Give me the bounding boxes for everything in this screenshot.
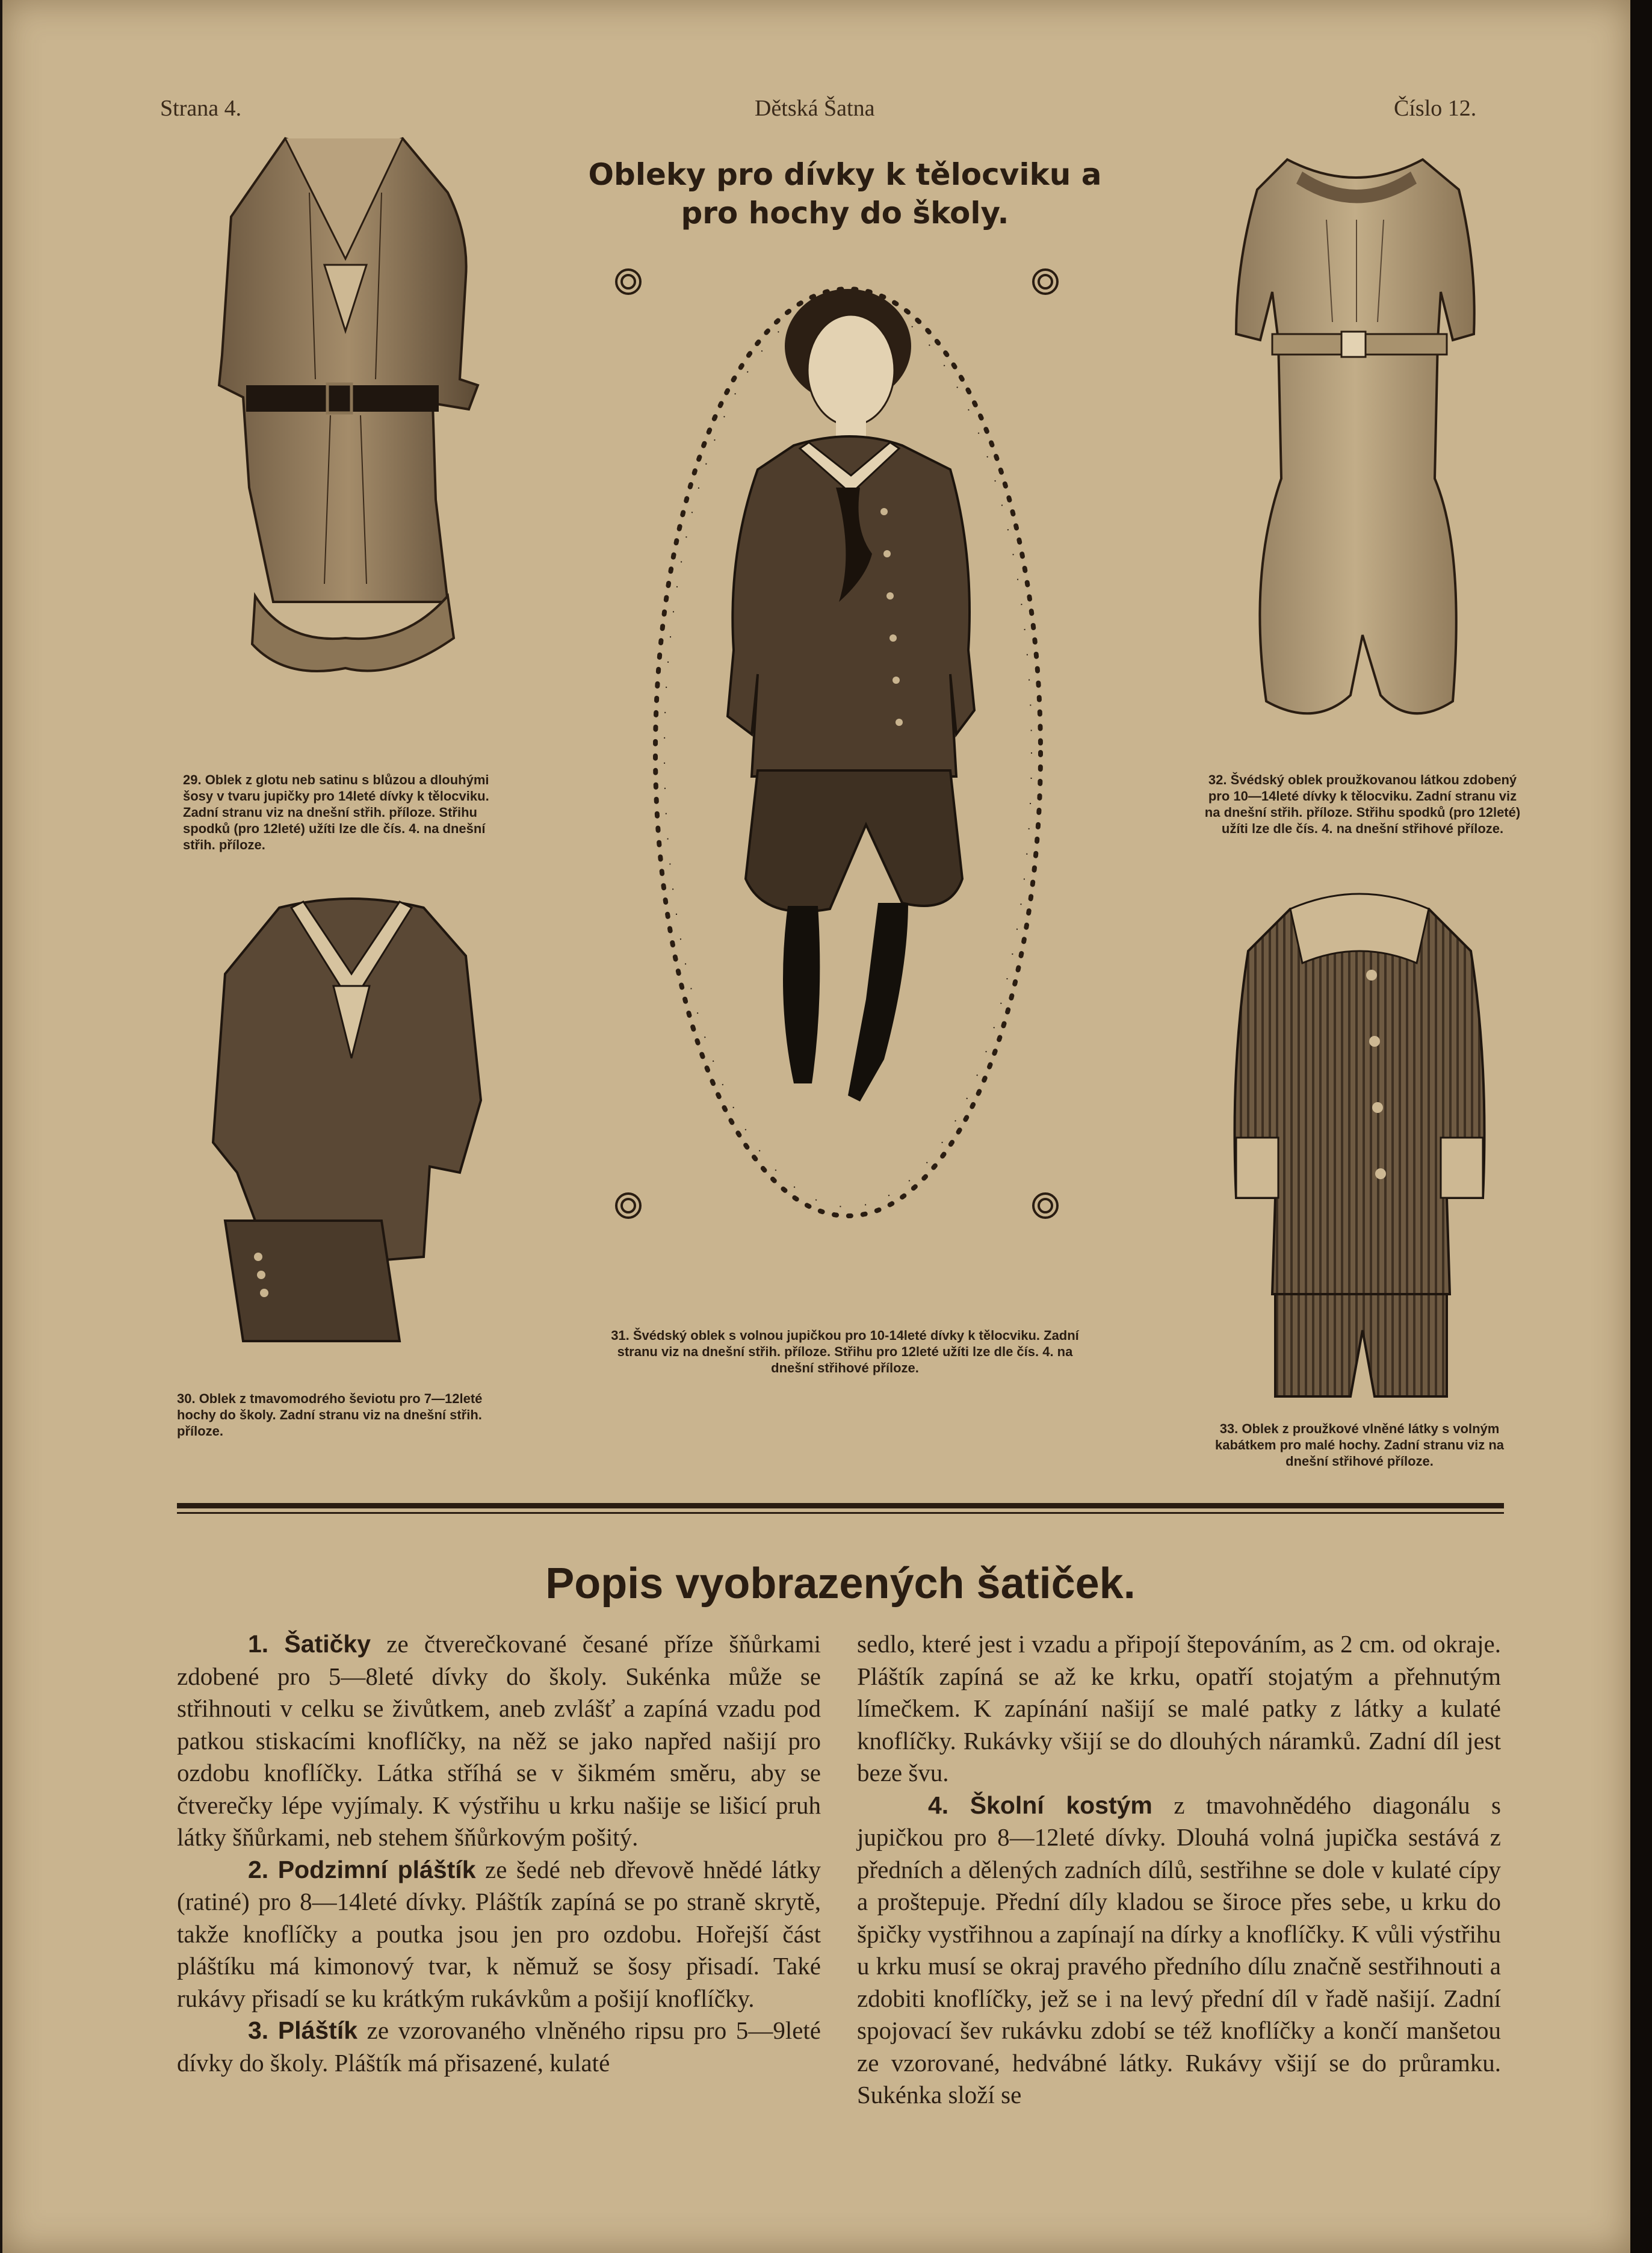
magazine-page xyxy=(2,0,1630,2253)
bullseye-ornament-icon xyxy=(1032,268,1059,296)
item-name: Šatičky xyxy=(284,1630,371,1658)
magazine-title: Dětská Šatna xyxy=(755,96,875,121)
description-paragraph: sedlo, které jest i vzadu a připojí štepováním, as 2 cm. od okraje. Pláštík zapíná se až ke krku, opatří stojatým a přehnutým límečkem. K zapínání našijí se malé patky z látky a kulaté knoflíčky. Rukávky všijí se do dlouhých náramků. Zadní díl jest beze švu. xyxy=(857,1630,1501,1787)
caption-33: 33. Oblek z proužkové vlněné látky s volným kabátkem pro malé hochy. Zadní stranu viz na dnešní střihové příloze. xyxy=(1214,1421,1505,1469)
figure-31-illustration xyxy=(613,217,1083,1288)
bullseye-ornament-icon xyxy=(614,268,642,296)
description-paragraph: 2. Podzimní pláštík ze šedé neb dřevově hnědé látky (ratiné) pro 8—14leté dívky. Pláštík zapíná se po straně skrytě, takže knoflíčky a poutka jsou jen pro ozdobu. Hořejší část pláštíku má kimonový tvar, k němuž se šosy přisadí. Také rukávy přisadí se ku krátkým rukávkům a pošijí knoflíčky. xyxy=(177,1855,821,2012)
description-paragraph: 3. Pláštík ze vzorovaného vlněného ripsu pro 5—9leté dívky do školy. Pláštík má přisazené, kulaté xyxy=(177,2016,821,2077)
caption-29: 29. Oblek z glotu neb satinu s blůzou a dlouhými šosy v tvaru jupičky pro 14leté dívky k tělocviku. Zadní stranu viz na dnešní střih. příloze. Střihu spodků (pro 12leté) užíti lze dle čís. 4. na dnešní střih. příloze. xyxy=(183,772,489,852)
page-title: Obleky pro dívky k tělocviku a pro hochy do školy. xyxy=(588,157,1102,231)
section-title: Popis vyobrazených šatiček. xyxy=(545,1560,1136,1608)
figure-32-illustration xyxy=(1230,141,1483,731)
caption-32: 32. Švédský oblek proužkovanou látkou zdobený pro 10—14leté dívky k tělocviku. Zadní stranu viz na dnešní střih. příloze. Střihu spodků (pro 12leté) užíti lze dle čís. 4. na dnešní střihové příloze. xyxy=(1204,772,1521,836)
page-number: Strana 4. xyxy=(160,96,242,121)
issue-number: Číslo 12. xyxy=(1394,96,1477,121)
text-column-left xyxy=(177,1628,821,2079)
section-divider xyxy=(177,1503,1504,1508)
description-paragraph: 1. Šatičky ze čtverečkované česané příze šňůrkami zdobené pro 5—8leté dívky do školy. Sukénka může se střihnouti v celku se živůtkem, aneb zvlášť a zapíná vzadu pod patkou stiskacími knoflíčky, na něž se jako napřed našijí pro ozdobu knoflíčky. Látka stříhá se v šikmém směru, aby se čtverečky lépe vyjímaly. K výstřihu u krku našije se lišicí pruh látky šňůrkami, neb stehem šňůrkovým pošitý. xyxy=(177,1630,821,1851)
caption-31: 31. Švédský oblek s volnou jupičkou pro 10-14leté dívky k tělocviku. Zadní stranu viz na dnešní střih. příloze. Střihu pro 12leté užíti lze dle čís. 4. na dnešní střihové příloze. xyxy=(611,1328,1079,1375)
figure-30-illustration xyxy=(201,884,502,1377)
figure-33-illustration xyxy=(1218,885,1501,1409)
description-paragraph: 4. Školní kostým z tmavohnědého diagonálu s jupičkou pro 8—12leté dívky. Dlouhá volná jupička sestává z předních a dělených zadních dílů, sestřihne se dole v kulaté cípy a proštepuje. Přední díly kladou se široce přes sebe, u krku do špičky vystřihnou a zapínají na dírky a knoflíčky. K vůli výstřihu u krku musí se okraj pravého předního dílu značně sestřihnouti a zdobiti knoflíčky, jež se i na levý přední díl v řadě našijí. Zadní spojovací šev rukávku zdobí se též knoflíčky a končí manšetou ze vzorované, hedvábné látky. Rukávy všijí se do průramku. Sukénka složí se xyxy=(857,1791,1501,2109)
binding-edge xyxy=(1630,0,1652,2253)
item-name: Školní kostým xyxy=(970,1791,1152,1819)
section-divider-thin xyxy=(177,1512,1504,1514)
bullseye-ornament-icon xyxy=(1032,1192,1059,1219)
text-column-right xyxy=(857,1628,1501,2112)
item-name: Pláštík xyxy=(277,2016,358,2044)
bullseye-ornament-icon xyxy=(614,1192,642,1219)
caption-30: 30. Oblek z tmavomodrého ševiotu pro 7—12leté hochy do školy. Zadní stranu viz na dnešní střih. příloze. xyxy=(177,1391,483,1439)
item-name: Podzimní pláštík xyxy=(277,1855,476,1883)
figure-29-illustration xyxy=(195,126,496,734)
